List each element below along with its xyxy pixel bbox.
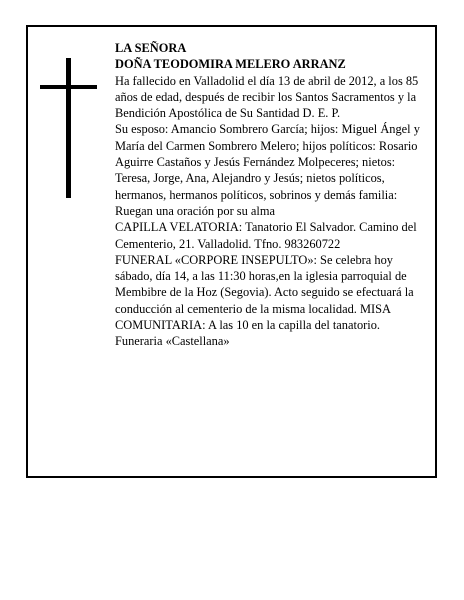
notice-title: LA SEÑORA [115, 41, 187, 55]
obituary-notice [26, 25, 437, 478]
funeral-info: FUNERAL «CORPORE INSEPULTO»: Se celebra hoy sábado, día 14, a las 11:30 horas,en la iglesia parroquial de Membibre de la Hoz (Segovia). Acto seguido se efectuará la conducción al cementerio de la misma localidad. MISA COMUNITARIA: A las 10 en la capilla del tanatorio. [115, 252, 414, 333]
notice-text [115, 40, 425, 350]
funeral-home: Funeraria «Castellana» [115, 334, 230, 349]
cross-vertical-bar [66, 58, 71, 198]
deceased-name: DOÑA TEODOMIRA MELERO ARRANZ [115, 57, 346, 72]
family-list: Su esposo: Amancio Sombrero García; hijos: Miguel Ángel y María del Carmen Sombrero Melero; hijos políticos: Rosario Aguirre Castaños y Jesús Fernández Molpeceres; nietos: Teresa, Jorge, Ana, Alejandro y Jesús; nietos políticos, hermanos, hermanos políticos, sobrinos y demás familia: [115, 122, 420, 202]
cross-horizontal-bar [40, 85, 97, 89]
death-announcement: Ha fallecido en Valladolid el día 13 de abril de 2012, a los 85 años de edad, después de recibir los Santos Sacramentos y la Bendición Apostólica de Su Santidad D. E. P. [115, 73, 419, 121]
prayer-request: Ruegan una oración por su alma [115, 203, 275, 218]
chapel-info: CAPILLA VELATORIA: Tanatorio El Salvador. Camino del Cementerio, 21. Valladolid. Tfno. 983260722 [115, 220, 417, 251]
